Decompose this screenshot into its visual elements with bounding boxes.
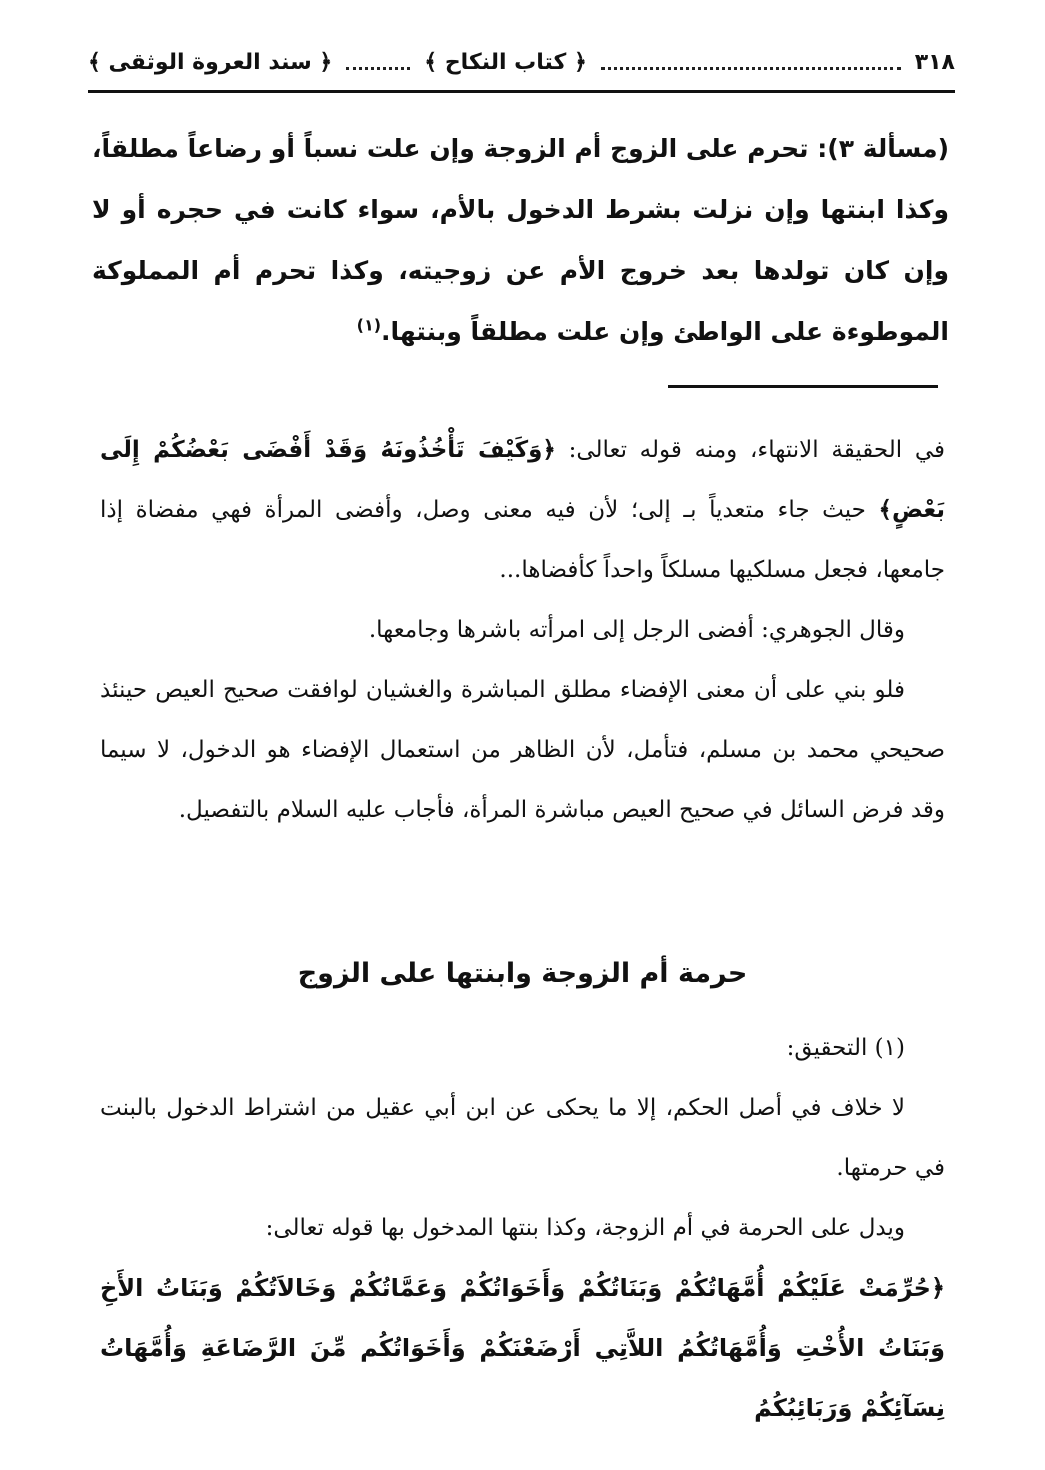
header-leader-dots bbox=[601, 67, 901, 70]
commentary-paragraph-3: فلو بني على أن معنى الإفضاء مطلق المباشرة والغشيان لوافقت صحيح العيص حينئذ صحيحي محمد بن مسلم، فتأمل، لأن الظاهر من استعمال الإفضاء هو الدخول، لا سيما وقد فرض السائل في صحيح العيص مباشرة المرأة، فأجاب عليه السلام بالتفصيل. bbox=[100, 677, 945, 823]
commentary-paragraph-1 bbox=[100, 420, 945, 600]
quran-verse-block: ﴿حُرِّمَتْ عَلَيْكُمْ أُمَّهَاتُكُمْ وَبَنَاتُكُمْ وَأَخَوَاتُكُمْ وَعَمَّاتُكُمْ وَخَالاَتُكُمْ وَبَنَاتُ الأَخِ وَبَنَاتُ الأُخْتِ وَأُمَّهَاتُكُمُ اللاَّتِي أَرْضَعْنَكُمْ وَأَخَوَاتُكُم مِّنَ الرَّضَاعَةِ وَأُمَّهَاتُ نِسَآئِكُمْ وَرَبَائِبُكُمُ bbox=[100, 1274, 945, 1422]
page-number: ٣١٨ bbox=[914, 49, 955, 75]
commentary-rest: حيث جاء متعدياً بـ إلى؛ لأن فيه معنى وصل، وأفضى المرأة فهي مفضاة إذا جامعها، فجعل مسلكيها مسلكاً واحداً كأفضاها... bbox=[100, 497, 945, 583]
main-issue-text bbox=[92, 118, 949, 362]
commentary-paragraph-2: وقال الجوهري: أفضى الرجل إلى امرأته باشرها وجامعها. bbox=[368, 617, 905, 643]
book-title: ﴿ سند العروة الوثقى ﴾ bbox=[88, 49, 333, 75]
commentary-block bbox=[100, 420, 945, 840]
commentary-intro: في الحقيقة الانتهاء، ومنه قوله تعالى: bbox=[555, 437, 946, 463]
footnote-paragraph-2: ويدل على الحرمة في أم الزوجة، وكذا بنتها المدخول بها قوله تعالى: bbox=[265, 1215, 905, 1241]
footnote-label: (١) التحقيق: bbox=[786, 1035, 905, 1061]
footnote-divider bbox=[668, 385, 938, 388]
running-header bbox=[88, 42, 955, 82]
footnote-block bbox=[100, 1018, 945, 1438]
footnote-ref: (١) bbox=[356, 315, 382, 335]
header-rule bbox=[88, 90, 955, 93]
header-leader-dots-short bbox=[346, 67, 410, 70]
quran-verse: ﴿وَكَيْفَ تَأْخُذُونَهُ وَقَدْ أَفْضَى بَعْضُكُمْ إِلَى بَعْضٍ﴾ bbox=[100, 437, 945, 523]
section-heading: حرمة أم الزوجة وابنتها على الزوج bbox=[297, 958, 748, 989]
footnote-paragraph-1: لا خلاف في أصل الحكم، إلا ما يحكى عن ابن أبي عقيل من اشتراط الدخول بالبنت في حرمتها. bbox=[100, 1095, 945, 1181]
issue-text: (مسألة ٣): تحرم على الزوج أم الزوجة وإن علت نسباً أو رضاعاً مطلقاً، وكذا ابنتها وإن نزلت بشرط الدخول بالأم، سواء كانت في حجره أو لا وإن كان تولدها بعد خروج الأم عن زوجيته، وكذا تحرم أم المملوكة الموطوءة على الواطئ وإن علت مطلقاً وبنتها. bbox=[92, 134, 949, 346]
chapter-title: ﴿ كتاب النكاح ﴾ bbox=[424, 49, 587, 75]
